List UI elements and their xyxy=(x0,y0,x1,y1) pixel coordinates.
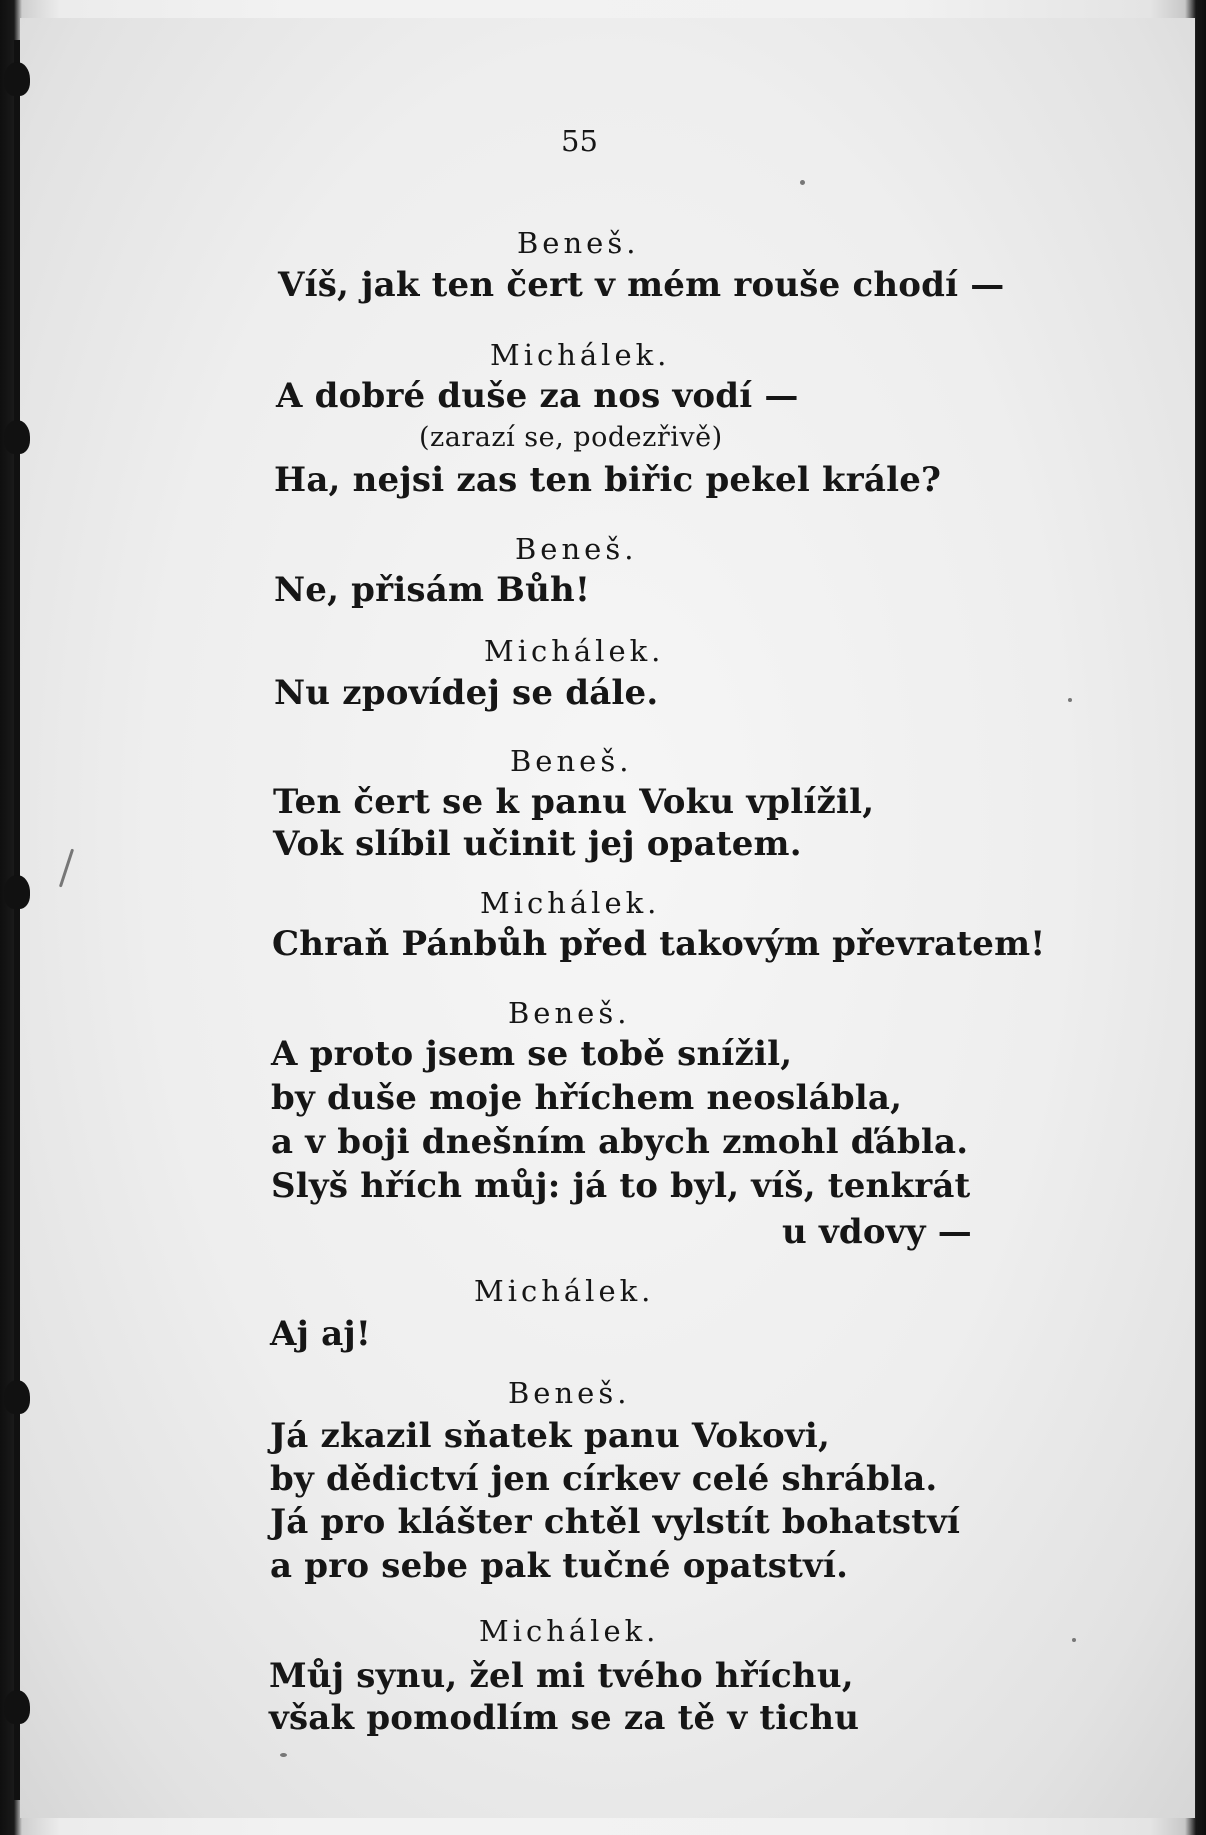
verse-line: Chraň Pánbůh před takovým převratem! xyxy=(272,924,1046,964)
verse-line: Aj aj! xyxy=(270,1314,371,1354)
speaker-label: Michálek. xyxy=(480,886,661,920)
verse-line: Ten čert se k panu Voku vplížil, xyxy=(273,782,875,822)
speaker-label: Beneš. xyxy=(508,996,631,1030)
verse-line: by dědictví jen církev celé shrábla. xyxy=(270,1459,938,1499)
speaker-label: Beneš. xyxy=(517,226,640,260)
speaker-label: Beneš. xyxy=(508,1376,631,1410)
speaker-label: Beneš. xyxy=(510,744,633,778)
verse-line: Vok slíbil učinit jej opatem. xyxy=(273,824,802,864)
verse-line: Ne, přisám Bůh! xyxy=(274,570,591,610)
binding-mark xyxy=(4,1690,30,1724)
paper-sheet xyxy=(20,18,1195,1818)
binding-mark xyxy=(4,1380,30,1414)
verse-line: Slyš hřích můj: já to byl, víš, tenkrát xyxy=(271,1166,971,1206)
verse-line: u vdovy — xyxy=(782,1212,972,1252)
verse-line: Můj synu, žel mi tvého hříchu, xyxy=(269,1656,854,1696)
verse-line: Já pro klášter chtěl vylstít bohatství xyxy=(270,1502,961,1542)
speaker-label: Michálek. xyxy=(484,634,665,668)
verse-line: Víš, jak ten čert v mém rouše chodí — xyxy=(278,265,1005,305)
verse-line: A dobré duše za nos vodí — xyxy=(276,376,799,416)
binding-mark xyxy=(4,62,30,96)
speaker-label: Michálek. xyxy=(490,338,671,372)
verse-line: Ha, nejsi zas ten biřic pekel krále? xyxy=(274,460,942,500)
binding-mark xyxy=(4,875,30,909)
paper-speck xyxy=(1068,698,1072,702)
stage-direction: (zarazí se, podezřivě) xyxy=(419,422,723,453)
paper-speck xyxy=(59,849,74,888)
paper-speck xyxy=(280,1753,287,1757)
verse-line: Já zkazil sňatek panu Vokovi, xyxy=(270,1416,831,1456)
verse-line: a v boji dnešním abych zmohl ďábla. xyxy=(271,1122,969,1162)
verse-line: Nu zpovídej se dále. xyxy=(274,673,659,713)
speaker-label: Michálek. xyxy=(474,1274,655,1308)
speaker-label: Michálek. xyxy=(479,1614,660,1648)
verse-line: by duše moje hříchem neoslábla, xyxy=(271,1078,903,1118)
page-number: 55 xyxy=(561,124,598,158)
binding-mark xyxy=(4,420,30,454)
binding-edge xyxy=(14,40,20,1800)
paper-speck xyxy=(800,180,805,185)
speaker-label: Beneš. xyxy=(515,532,638,566)
verse-line: a pro sebe pak tučné opatství. xyxy=(270,1546,849,1586)
paper-speck xyxy=(1072,1638,1076,1642)
verse-line: však pomodlím se za tě v tichu xyxy=(269,1698,860,1738)
verse-line: A proto jsem se tobě snížil, xyxy=(271,1034,793,1074)
